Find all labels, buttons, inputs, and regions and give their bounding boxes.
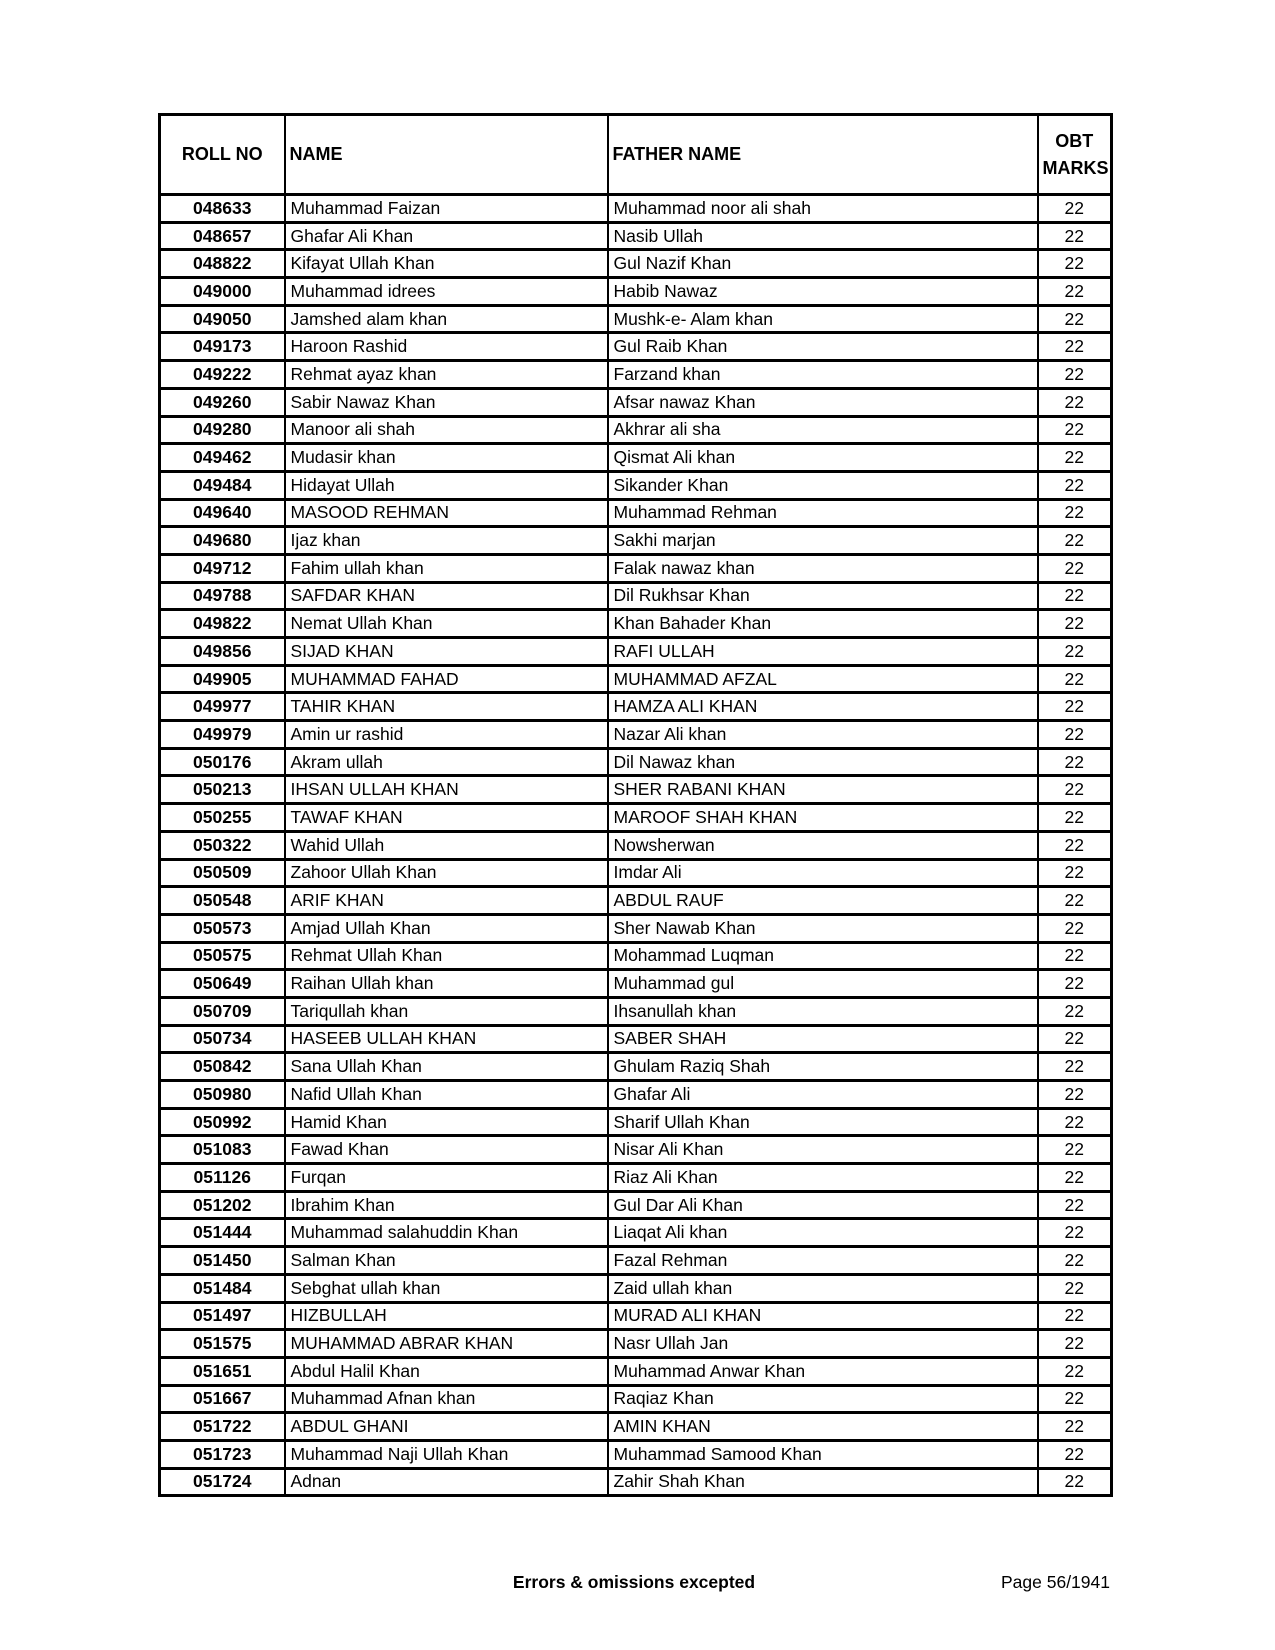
father-name-cell: Afsar nawaz Khan [608, 388, 1038, 416]
roll-no-cell: 049905 [160, 665, 285, 693]
father-name-cell: Nazar Ali khan [608, 721, 1038, 749]
obt-marks-cell: 22 [1038, 1413, 1112, 1441]
father-name-cell: Sher Nawab Khan [608, 914, 1038, 942]
father-name-cell: Qismat Ali khan [608, 444, 1038, 472]
obt-marks-cell: 22 [1038, 665, 1112, 693]
father-name-cell: Nasr Ullah Jan [608, 1330, 1038, 1358]
name-cell: Nemat Ullah Khan [285, 610, 608, 638]
name-cell: Fahim ullah khan [285, 554, 608, 582]
father-name-cell: Imdar Ali [608, 859, 1038, 887]
name-cell: Rehmat ayaz khan [285, 361, 608, 389]
obt-marks-cell: 22 [1038, 416, 1112, 444]
table-row [160, 831, 1112, 859]
obt-marks-cell: 22 [1038, 721, 1112, 749]
father-name-cell: Muhammad Samood Khan [608, 1440, 1038, 1468]
table-row [160, 1330, 1112, 1358]
obt-marks-cell: 22 [1038, 859, 1112, 887]
name-cell: Akram ullah [285, 748, 608, 776]
father-name-cell: Riaz Ali Khan [608, 1164, 1038, 1192]
name-cell: Tariqullah khan [285, 997, 608, 1025]
roll-no-cell: 048657 [160, 222, 285, 250]
roll-no-cell: 050842 [160, 1053, 285, 1081]
obt-marks-cell: 22 [1038, 1219, 1112, 1247]
father-name-cell: Khan Bahader Khan [608, 610, 1038, 638]
father-name-cell: Gul Raib Khan [608, 333, 1038, 361]
name-cell: Muhammad Faizan [285, 195, 608, 223]
name-cell: Muhammad salahuddin Khan [285, 1219, 608, 1247]
obt-marks-cell: 22 [1038, 527, 1112, 555]
name-cell: HASEEB ULLAH KHAN [285, 1025, 608, 1053]
name-cell: Wahid Ullah [285, 831, 608, 859]
table-row [160, 665, 1112, 693]
father-name-cell: Sikander Khan [608, 471, 1038, 499]
obt-marks-cell: 22 [1038, 748, 1112, 776]
name-cell: IHSAN ULLAH KHAN [285, 776, 608, 804]
name-cell: Muhammad idrees [285, 278, 608, 306]
table-row [160, 997, 1112, 1025]
obt-marks-cell: 22 [1038, 388, 1112, 416]
obt-marks-cell: 22 [1038, 554, 1112, 582]
roll-no-cell: 049260 [160, 388, 285, 416]
father-name-cell: ABDUL RAUF [608, 887, 1038, 915]
roll-no-cell: 049222 [160, 361, 285, 389]
name-cell: Rehmat Ullah Khan [285, 942, 608, 970]
obt-marks-cell: 22 [1038, 638, 1112, 666]
table-row [160, 250, 1112, 278]
name-cell: SIJAD KHAN [285, 638, 608, 666]
father-name-cell: Fazal Rehman [608, 1247, 1038, 1275]
roll-no-cell: 049050 [160, 305, 285, 333]
roll-no-cell: 050992 [160, 1108, 285, 1136]
obt-marks-cell: 22 [1038, 804, 1112, 832]
name-cell: Abdul Halil Khan [285, 1357, 608, 1385]
roll-no-cell: 050213 [160, 776, 285, 804]
father-name-cell: Ghulam Raziq Shah [608, 1053, 1038, 1081]
name-cell: Hamid Khan [285, 1108, 608, 1136]
father-name-cell: Mohammad Luqman [608, 942, 1038, 970]
table-row [160, 1302, 1112, 1330]
father-name-cell: AMIN KHAN [608, 1413, 1038, 1441]
father-name-cell: Muhammad Rehman [608, 499, 1038, 527]
header-obt-marks: OBT MARKS [1038, 115, 1112, 195]
name-cell: Haroon Rashid [285, 333, 608, 361]
table-row [160, 804, 1112, 832]
father-name-cell: RAFI ULLAH [608, 638, 1038, 666]
obt-marks-cell: 22 [1038, 1108, 1112, 1136]
table-row [160, 416, 1112, 444]
obt-marks-cell: 22 [1038, 1247, 1112, 1275]
father-name-cell: Falak nawaz khan [608, 554, 1038, 582]
obt-marks-cell: 22 [1038, 1357, 1112, 1385]
father-name-cell: Nowsherwan [608, 831, 1038, 859]
roll-no-cell: 051444 [160, 1219, 285, 1247]
table-row [160, 554, 1112, 582]
father-name-cell: Nasib Ullah [608, 222, 1038, 250]
table-header [160, 115, 1112, 195]
table-row [160, 942, 1112, 970]
roll-no-cell: 051722 [160, 1413, 285, 1441]
obt-marks-cell: 22 [1038, 1385, 1112, 1413]
table-row [160, 361, 1112, 389]
roll-no-cell: 049680 [160, 527, 285, 555]
roll-no-cell: 049462 [160, 444, 285, 472]
name-cell: Nafid Ullah Khan [285, 1081, 608, 1109]
table-row [160, 471, 1112, 499]
father-name-cell: Ghafar Ali [608, 1081, 1038, 1109]
name-cell: Manoor ali shah [285, 416, 608, 444]
table-row [160, 776, 1112, 804]
table-row [160, 1191, 1112, 1219]
table-row [160, 721, 1112, 749]
header-row [160, 115, 1112, 195]
roll-no-cell: 049979 [160, 721, 285, 749]
father-name-cell: HAMZA ALI KHAN [608, 693, 1038, 721]
roll-no-cell: 051575 [160, 1330, 285, 1358]
name-cell: TAHIR KHAN [285, 693, 608, 721]
roll-no-cell: 050509 [160, 859, 285, 887]
father-name-cell: Muhammad noor ali shah [608, 195, 1038, 223]
name-cell: Salman Khan [285, 1247, 608, 1275]
father-name-cell: Zahir Shah Khan [608, 1468, 1038, 1496]
page-number: Page 56/1941 [1001, 1572, 1110, 1592]
name-cell: MUHAMMAD ABRAR KHAN [285, 1330, 608, 1358]
table-body [160, 195, 1112, 1496]
father-name-cell: Sakhi marjan [608, 527, 1038, 555]
name-cell: Amin ur rashid [285, 721, 608, 749]
obt-marks-cell: 22 [1038, 222, 1112, 250]
roll-no-cell: 051651 [160, 1357, 285, 1385]
roll-no-cell: 049856 [160, 638, 285, 666]
father-name-cell: Farzand khan [608, 361, 1038, 389]
father-name-cell: Dil Rukhsar Khan [608, 582, 1038, 610]
roll-no-cell: 050548 [160, 887, 285, 915]
roll-no-cell: 048822 [160, 250, 285, 278]
name-cell: Sabir Nawaz Khan [285, 388, 608, 416]
roll-no-cell: 050573 [160, 914, 285, 942]
roll-no-cell: 049822 [160, 610, 285, 638]
table-row [160, 1081, 1112, 1109]
table-row [160, 582, 1112, 610]
name-cell: Kifayat Ullah Khan [285, 250, 608, 278]
name-cell: Ijaz khan [285, 527, 608, 555]
father-name-cell: Muhammad Anwar Khan [608, 1357, 1038, 1385]
table-row [160, 1219, 1112, 1247]
name-cell: MASOOD REHMAN [285, 499, 608, 527]
roll-no-cell: 049712 [160, 554, 285, 582]
table-row [160, 859, 1112, 887]
roll-no-cell: 048633 [160, 195, 285, 223]
father-name-cell: Gul Nazif Khan [608, 250, 1038, 278]
obt-marks-cell: 22 [1038, 582, 1112, 610]
roll-no-cell: 051667 [160, 1385, 285, 1413]
name-cell: MUHAMMAD FAHAD [285, 665, 608, 693]
table-row [160, 1108, 1112, 1136]
table-row [160, 914, 1112, 942]
obt-marks-cell: 22 [1038, 250, 1112, 278]
results-table [158, 113, 1113, 1497]
obt-marks-cell: 22 [1038, 1191, 1112, 1219]
table-row [160, 1025, 1112, 1053]
table-row [160, 1053, 1112, 1081]
name-cell: Muhammad Naji Ullah Khan [285, 1440, 608, 1468]
roll-no-cell: 049280 [160, 416, 285, 444]
table-row [160, 1468, 1112, 1496]
roll-no-cell: 049173 [160, 333, 285, 361]
obt-marks-cell: 22 [1038, 1053, 1112, 1081]
obt-marks-cell: 22 [1038, 278, 1112, 306]
obt-marks-cell: 22 [1038, 997, 1112, 1025]
roll-no-cell: 050575 [160, 942, 285, 970]
obt-marks-cell: 22 [1038, 1468, 1112, 1496]
father-name-cell: Muhammad gul [608, 970, 1038, 998]
footer-note: Errors & omissions excepted [512, 1572, 756, 1592]
father-name-cell: MURAD ALI KHAN [608, 1302, 1038, 1330]
father-name-cell: Dil Nawaz khan [608, 748, 1038, 776]
roll-no-cell: 049977 [160, 693, 285, 721]
obt-marks-cell: 22 [1038, 1025, 1112, 1053]
roll-no-cell: 050176 [160, 748, 285, 776]
father-name-cell: Nisar Ali Khan [608, 1136, 1038, 1164]
name-cell: Sebghat ullah khan [285, 1274, 608, 1302]
obt-marks-cell: 22 [1038, 887, 1112, 915]
father-name-cell: MUHAMMAD AFZAL [608, 665, 1038, 693]
name-cell: Mudasir khan [285, 444, 608, 472]
obt-marks-cell: 22 [1038, 471, 1112, 499]
table-row [160, 1440, 1112, 1468]
roll-no-cell: 049788 [160, 582, 285, 610]
obt-marks-cell: 22 [1038, 305, 1112, 333]
name-cell: ARIF KHAN [285, 887, 608, 915]
table-row [160, 638, 1112, 666]
obt-marks-cell: 22 [1038, 361, 1112, 389]
table-row [160, 222, 1112, 250]
roll-no-cell: 050709 [160, 997, 285, 1025]
name-cell: ABDUL GHANI [285, 1413, 608, 1441]
name-cell: Raihan Ullah khan [285, 970, 608, 998]
obt-marks-cell: 22 [1038, 1164, 1112, 1192]
name-cell: Fawad Khan [285, 1136, 608, 1164]
father-name-cell: Sharif Ullah Khan [608, 1108, 1038, 1136]
father-name-cell: Zaid ullah khan [608, 1274, 1038, 1302]
table-row [160, 333, 1112, 361]
table-row [160, 887, 1112, 915]
roll-no-cell: 051724 [160, 1468, 285, 1496]
roll-no-cell: 050734 [160, 1025, 285, 1053]
obt-marks-cell: 22 [1038, 444, 1112, 472]
roll-no-cell: 050980 [160, 1081, 285, 1109]
table-row [160, 610, 1112, 638]
roll-no-cell: 051126 [160, 1164, 285, 1192]
roll-no-cell: 050649 [160, 970, 285, 998]
obt-marks-cell: 22 [1038, 499, 1112, 527]
father-name-cell: SABER SHAH [608, 1025, 1038, 1053]
name-cell: Zahoor Ullah Khan [285, 859, 608, 887]
name-cell: Ghafar Ali Khan [285, 222, 608, 250]
father-name-cell: Ihsanullah khan [608, 997, 1038, 1025]
obt-marks-cell: 22 [1038, 1081, 1112, 1109]
name-cell: Muhammad Afnan khan [285, 1385, 608, 1413]
father-name-cell: Raqiaz Khan [608, 1385, 1038, 1413]
obt-marks-cell: 22 [1038, 1302, 1112, 1330]
table-row [160, 278, 1112, 306]
roll-no-cell: 051723 [160, 1440, 285, 1468]
table-row [160, 693, 1112, 721]
header-name: NAME [285, 115, 608, 195]
obt-marks-cell: 22 [1038, 1274, 1112, 1302]
header-father-name: FATHER NAME [608, 115, 1038, 195]
table-row [160, 1274, 1112, 1302]
obt-marks-cell: 22 [1038, 610, 1112, 638]
table-row [160, 1413, 1112, 1441]
name-cell: Hidayat Ullah [285, 471, 608, 499]
roll-no-cell: 051450 [160, 1247, 285, 1275]
obt-marks-cell: 22 [1038, 831, 1112, 859]
table-row [160, 527, 1112, 555]
name-cell: Jamshed alam khan [285, 305, 608, 333]
roll-no-cell: 050322 [160, 831, 285, 859]
father-name-cell: Habib Nawaz [608, 278, 1038, 306]
name-cell: SAFDAR KHAN [285, 582, 608, 610]
roll-no-cell: 049484 [160, 471, 285, 499]
roll-no-cell: 051484 [160, 1274, 285, 1302]
header-roll-no: ROLL NO [160, 115, 285, 195]
table-row [160, 388, 1112, 416]
name-cell: HIZBULLAH [285, 1302, 608, 1330]
roll-no-cell: 051202 [160, 1191, 285, 1219]
roll-no-cell: 051083 [160, 1136, 285, 1164]
name-cell: Adnan [285, 1468, 608, 1496]
roll-no-cell: 051497 [160, 1302, 285, 1330]
page-footer [158, 1572, 1110, 1596]
table-row [160, 1385, 1112, 1413]
table-row [160, 1164, 1112, 1192]
table-row [160, 305, 1112, 333]
table-row [160, 195, 1112, 223]
table-row [160, 748, 1112, 776]
obt-marks-cell: 22 [1038, 914, 1112, 942]
name-cell: Ibrahim Khan [285, 1191, 608, 1219]
table-row [160, 1247, 1112, 1275]
father-name-cell: Akhrar ali sha [608, 416, 1038, 444]
name-cell: Furqan [285, 1164, 608, 1192]
roll-no-cell: 049000 [160, 278, 285, 306]
obt-marks-cell: 22 [1038, 333, 1112, 361]
obt-marks-cell: 22 [1038, 1330, 1112, 1358]
obt-marks-cell: 22 [1038, 693, 1112, 721]
name-cell: TAWAF KHAN [285, 804, 608, 832]
father-name-cell: Gul Dar Ali Khan [608, 1191, 1038, 1219]
table-row [160, 1357, 1112, 1385]
father-name-cell: SHER RABANI KHAN [608, 776, 1038, 804]
father-name-cell: MAROOF SHAH KHAN [608, 804, 1038, 832]
roll-no-cell: 050255 [160, 804, 285, 832]
obt-marks-cell: 22 [1038, 942, 1112, 970]
obt-marks-cell: 22 [1038, 776, 1112, 804]
name-cell: Amjad Ullah Khan [285, 914, 608, 942]
table-row [160, 970, 1112, 998]
roll-no-cell: 049640 [160, 499, 285, 527]
obt-marks-cell: 22 [1038, 195, 1112, 223]
table-row [160, 499, 1112, 527]
obt-marks-cell: 22 [1038, 1440, 1112, 1468]
table-row [160, 444, 1112, 472]
obt-marks-cell: 22 [1038, 970, 1112, 998]
father-name-cell: Mushk-e- Alam khan [608, 305, 1038, 333]
table-row [160, 1136, 1112, 1164]
obt-marks-cell: 22 [1038, 1136, 1112, 1164]
name-cell: Sana Ullah Khan [285, 1053, 608, 1081]
father-name-cell: Liaqat Ali khan [608, 1219, 1038, 1247]
